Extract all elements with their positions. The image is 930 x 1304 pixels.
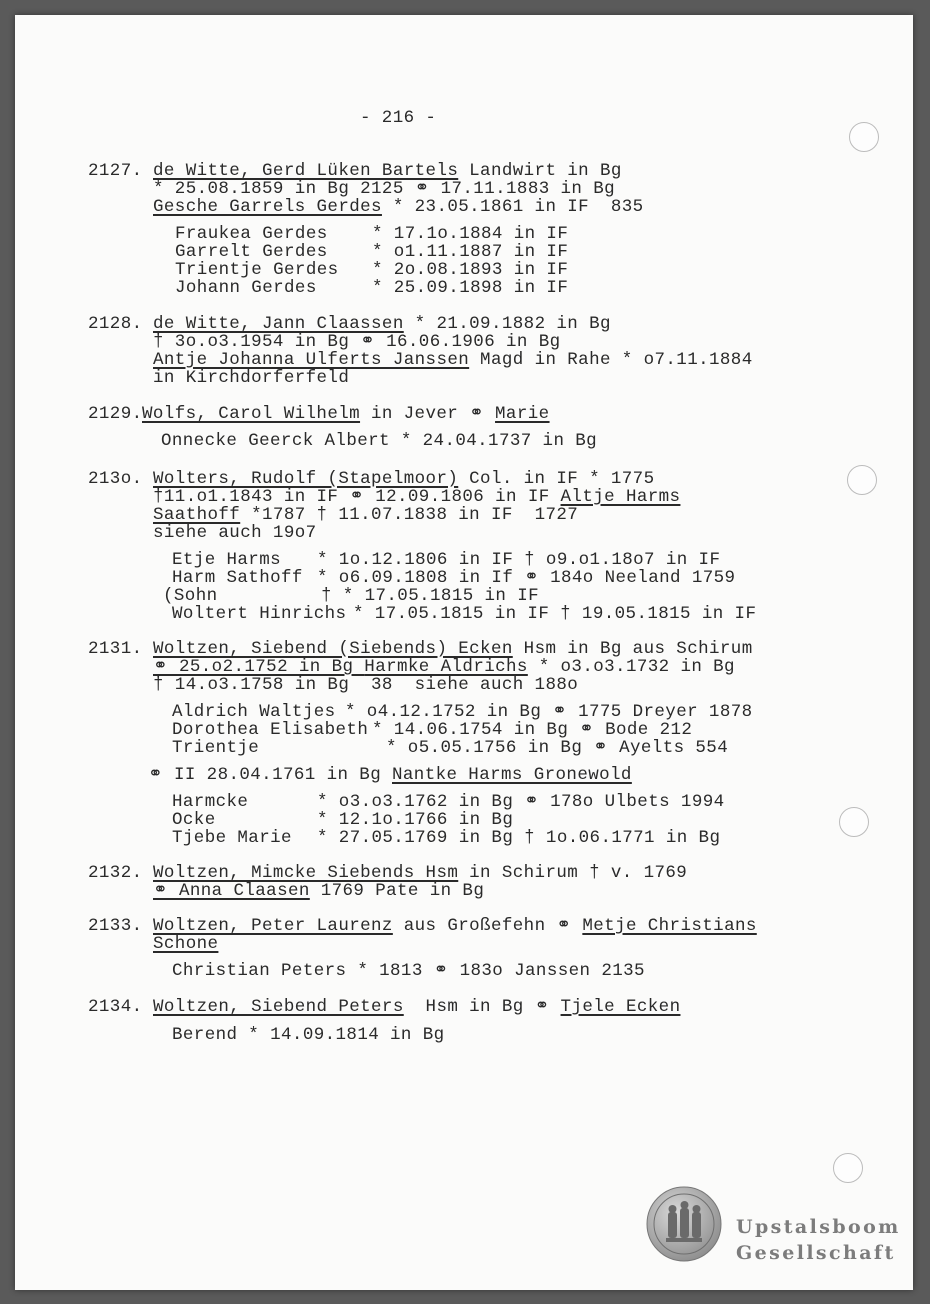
entry-line: * 25.08.1859 in Bg 2125 ⚭ 17.11.1883 in Bg [153, 179, 616, 199]
entry-line: ⚭ Anna Claasen 1769 Pate in Bg [153, 881, 485, 901]
child-name: Tjebe Marie [172, 828, 292, 848]
child-line: Christian Peters * 1813 ⚭ 183o Janssen 2135 [172, 961, 645, 981]
child-data: * 2o.08.1893 in IF [372, 260, 569, 280]
child-name: Etje Harms [172, 550, 282, 570]
entry-line: Gesche Garrels Gerdes * 23.05.1861 in IF 835 [153, 197, 644, 217]
punch-hole [847, 465, 877, 495]
entry-number: 2132. [88, 863, 143, 883]
child-data: * o3.o3.1762 in Bg ⚭ 178o Ulbets 1994 [317, 792, 725, 812]
child-data: * 17.1o.1884 in IF [372, 224, 569, 244]
child-data: * o4.12.1752 in Bg ⚭ 1775 Dreyer 1878 [345, 702, 753, 722]
punch-hole [833, 1153, 863, 1183]
child-data: † * 17.05.1815 in IF [321, 586, 540, 606]
child-data: * 14.06.1754 in Bg ⚭ Bode 212 [372, 720, 693, 740]
child-data: * 25.09.1898 in IF [372, 278, 569, 298]
entry-number: 2134. [88, 997, 143, 1017]
entry-number: 213o. [88, 469, 143, 489]
entry-line: † 14.o3.1758 in Bg 38 siehe auch 188o [153, 675, 579, 695]
entry-line: Schone [153, 934, 219, 954]
child-name: Woltert Hinrichs [172, 604, 347, 624]
entry-line: Woltzen, Siebend (Siebends) Ecken Hsm in Bg aus Schirum [153, 639, 753, 659]
entry-number: 2131. [88, 639, 143, 659]
entry-number: 2127. [88, 161, 143, 181]
child-line: Berend * 14.09.1814 in Bg [172, 1025, 445, 1045]
child-data: * o6.09.1808 in If ⚭ 184o Neeland 1759 [317, 568, 736, 588]
entry-line: †11.o1.1843 in IF ⚭ 12.09.1806 in IF Altje Harms [153, 487, 681, 507]
child-name: Harm Sathoff [172, 568, 303, 588]
seal-logo-icon [646, 1186, 722, 1262]
child-line: Onnecke Geerck Albert * 24.04.1737 in Bg [161, 431, 598, 451]
entry-line: Antje Johanna Ulferts Janssen Magd in Rahe * o7.11.1884 [153, 350, 753, 370]
child-name: Johann Gerdes [175, 278, 317, 298]
child-name: Garrelt Gerdes [175, 242, 328, 262]
child-data: * o5.05.1756 in Bg ⚭ Ayelts 554 [386, 738, 729, 758]
entry-line: ⚭ 25.o2.1752 in Bg Harmke Aldrichs * o3.o3.1732 in Bg [153, 657, 735, 677]
child-data: * o1.11.1887 in IF [372, 242, 569, 262]
entry-line: Woltzen, Peter Laurenz aus Großefehn ⚭ Metje Christians [153, 916, 757, 936]
entry-line: Wolters, Rudolf (Stapelmoor) Col. in IF * 1775 [153, 469, 655, 489]
entry-line: Saathoff *1787 † 11.07.1838 in IF 1727 [153, 505, 579, 525]
entry-line: Wolfs, Carol Wilhelm in Jever ⚭ Marie [142, 404, 550, 424]
child-name: Ocke [172, 810, 216, 830]
child-data: * 17.05.1815 in IF † 19.05.1815 in IF [353, 604, 757, 624]
child-name: Fraukea Gerdes [175, 224, 328, 244]
entry-line: Woltzen, Mimcke Siebends Hsm in Schirum † v. 1769 [153, 863, 688, 883]
logo-text-line2: Gesellschaft [736, 1242, 896, 1264]
logo-text-line1: Upstalsboom [736, 1216, 901, 1238]
entry-line: siehe auch 19o7 [153, 523, 317, 543]
entry-line: de Witte, Jann Claassen * 21.09.1882 in Bg [153, 314, 611, 334]
entry-number: 2128. [88, 314, 143, 334]
child-data: * 12.1o.1766 in Bg [317, 810, 514, 830]
document-page [15, 15, 913, 1290]
punch-hole [849, 122, 879, 152]
child-name: Harmcke [172, 792, 249, 812]
child-data: * 1o.12.1806 in IF † o9.o1.18o7 in IF [317, 550, 721, 570]
entry-line: ⚭ II 28.04.1761 in Bg Nantke Harms Gronewold [148, 765, 632, 785]
child-name: Dorothea Elisabeth [172, 720, 369, 740]
child-name: Aldrich Waltjes [172, 702, 336, 722]
punch-hole [839, 807, 869, 837]
entry-line: in Kirchdorferfeld [153, 368, 350, 388]
child-name: Trientje [172, 738, 260, 758]
page-number: - 216 - [360, 108, 437, 128]
entry-number: 2133. [88, 916, 143, 936]
child-name: (Sohn [163, 586, 218, 606]
child-name: Trientje Gerdes [175, 260, 339, 280]
entry-number: 2129. [88, 404, 143, 424]
entry-line: † 3o.o3.1954 in Bg ⚭ 16.06.1906 in Bg [153, 332, 561, 352]
entry-line: Woltzen, Siebend Peters Hsm in Bg ⚭ Tjele Ecken [153, 997, 681, 1017]
entry-line: de Witte, Gerd Lüken Bartels Landwirt in Bg [153, 161, 622, 181]
child-data: * 27.05.1769 in Bg † 1o.06.1771 in Bg [317, 828, 721, 848]
